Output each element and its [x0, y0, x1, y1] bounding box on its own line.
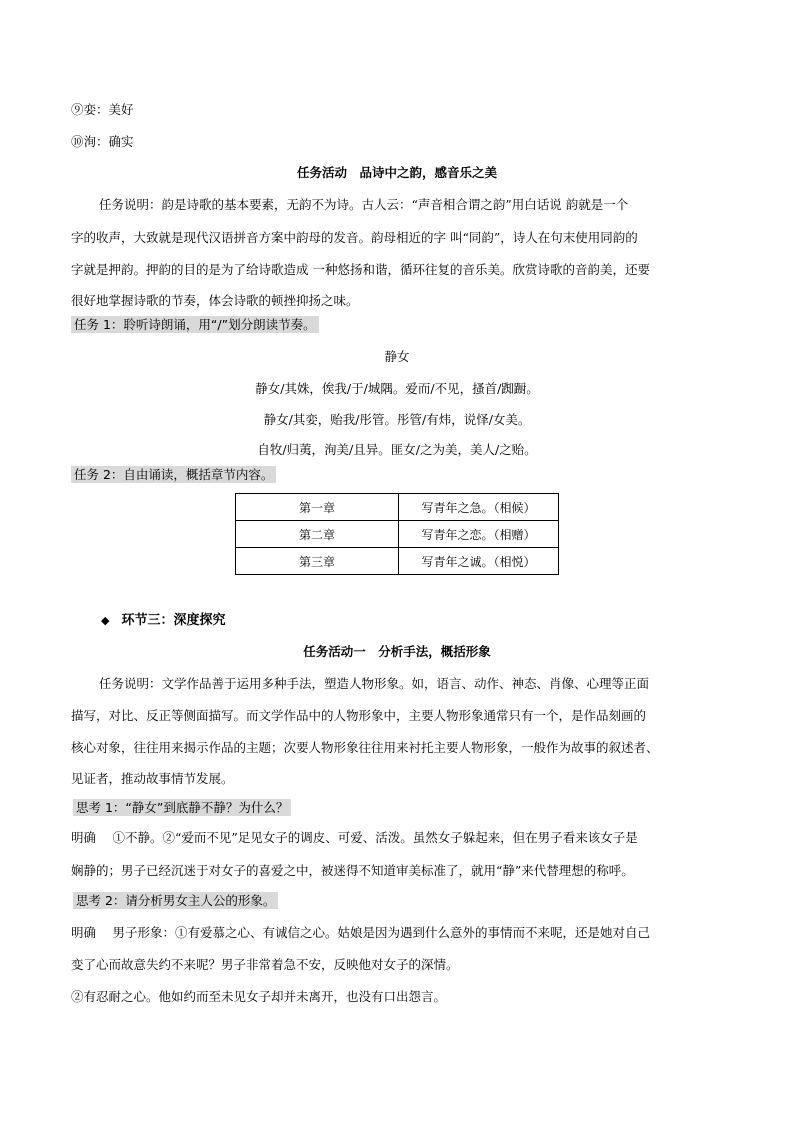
table-row	[236, 521, 559, 548]
answer2-line: 变了心而故意失约不来呢？男子非常着急不安，反映他对女子的深情。	[71, 957, 459, 972]
description-line: 字就是押韵。押韵的目的是为了给诗歌造成 一种悠扬和谐，循环往复的音乐美。欣赏诗歌的音韵美，还要	[71, 262, 650, 277]
think2-highlight: 思考 2：请分析男女主人公的形象。	[73, 892, 278, 909]
activity2-title: 任务活动一 分析手法，概括形象	[303, 644, 491, 659]
answer1-line: 明确 ①不静。②“爱而不见”足见女子的调皮、可爱、活泼。虽然女子躲起来，但在男子看来该女子是	[71, 830, 638, 845]
content-cell: 写青年之恋。（相赠）	[399, 521, 559, 548]
poem-line: 自牧/归荑，洵美/且异。匪女/之为美，美人/之贻。	[257, 442, 537, 457]
description-line: 很好地掌握诗歌的节奏，体会诗歌的顿挫抑扬之味。	[71, 293, 359, 308]
section3-heading	[101, 612, 225, 630]
note-10: ⑩洵：确实	[71, 134, 134, 149]
think2-label	[73, 892, 278, 910]
description-line: 核心对象，往往用来揭示作品的主题；次要人物形象往往用来衬托主要人物形象，一般作为故事的叙述者、	[71, 740, 659, 755]
content-cell: 写青年之急。（相候）	[399, 494, 559, 521]
description-line: 字的收声，大致就是现代汉语拼音方案中韵母的发音。韵母相近的字 叫“同韵”，诗人在句末使用同韵的	[71, 230, 638, 245]
task2-highlight: 任务 2：自由诵读，概括章节内容。	[71, 466, 276, 483]
task1-highlight: 任务 1：聆听诗朗诵，用“/”划分朗读节奏。	[71, 316, 319, 333]
poem-line: 静女/其娈，贻我/彤管。彤管/有炜，说怿/女美。	[263, 412, 531, 427]
task2-label	[71, 466, 276, 484]
answer1-line: 娴静的；男子已经沉迷于对女子的喜爱之中，被迷得不知道审美标准了，就用“静”来代替理想的称呼。	[71, 863, 634, 878]
think1-label	[73, 799, 291, 817]
table-row	[236, 494, 559, 521]
chapter-cell: 第三章	[236, 548, 399, 575]
description-line: 描写，对比、反正等侧面描写。而文学作品中的人物形象中，主要人物形象通常只有一个，是作品刻画的	[71, 708, 647, 723]
description-line: 任务说明：韵是诗歌的基本要素，无韵不为诗。古人云：“声音相合谓之韵”用白话说 韵就是一个	[99, 197, 629, 212]
note-9: ⑨娈：美好	[71, 102, 134, 117]
answer2-line: 明确 男子形象：①有爱慕之心、有诚信之心。姑娘是因为遇到什么意外的事情而不来呢，还是她对自己	[71, 925, 650, 940]
table-row	[236, 548, 559, 575]
description-line: 见证者，推动故事情节发展。	[71, 771, 234, 786]
section3-heading-text: 环节三：深度探究	[121, 613, 226, 628]
answer2-line: ②有忍耐之心。他如约而至未见女子却并未离开，也没有口出怨言。	[71, 989, 447, 1004]
diamond-bullet-icon: ◆	[101, 614, 110, 627]
chapter-summary-table	[235, 493, 559, 575]
chapter-cell: 第二章	[236, 521, 399, 548]
poem-title: 静女	[384, 349, 410, 364]
chapter-cell: 第一章	[236, 494, 399, 521]
description-line: 任务说明：文学作品善于运用多种手法，塑造人物形象。如，语言、动作、神态、肖像、心理等正面	[99, 676, 650, 691]
poem-line: 静女/其姝，俟我/于/城隅。爱而/不见，搔首/踟蹰。	[255, 381, 539, 396]
activity1-title: 任务活动 品诗中之韵，感音乐之美	[296, 165, 497, 180]
think1-highlight: 思考 1：“静女”到底静不静？为什么？	[73, 799, 291, 816]
task1-label	[71, 316, 319, 334]
content-cell: 写青年之诚。（相悦）	[399, 548, 559, 575]
